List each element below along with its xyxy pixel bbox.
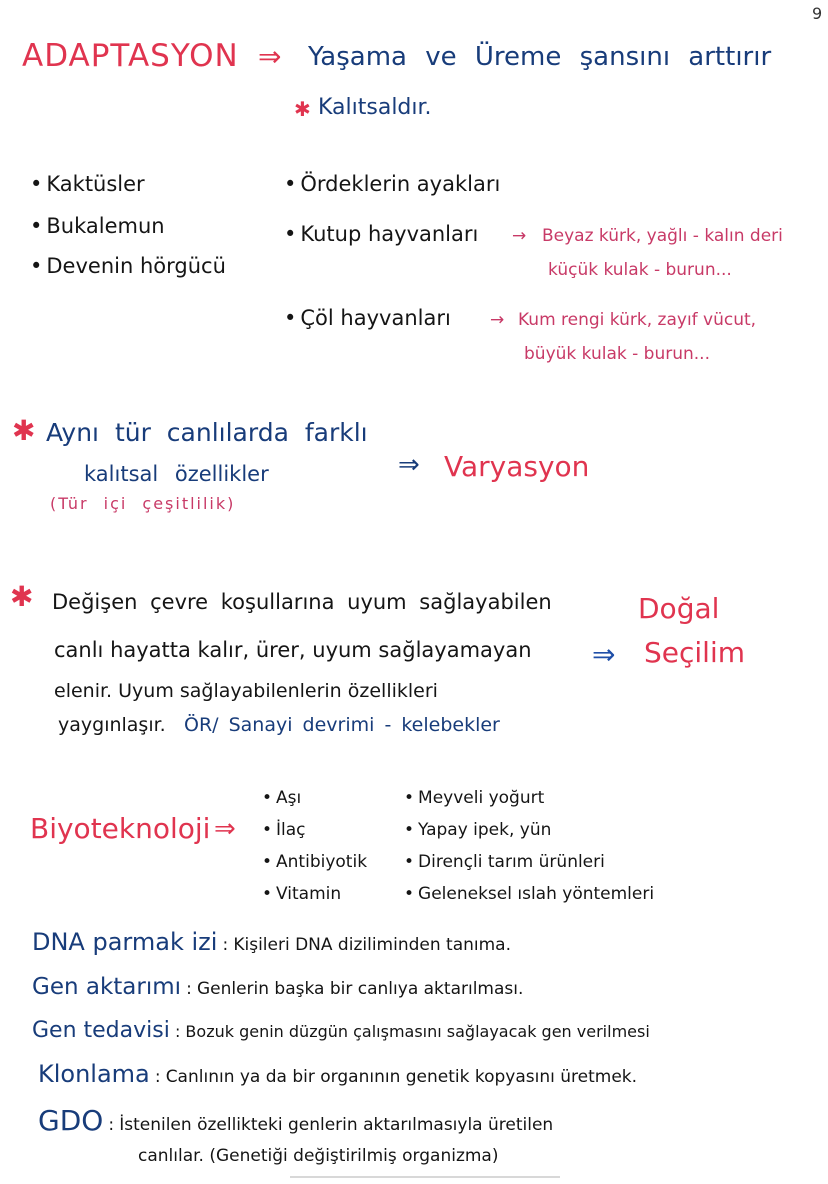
dogal-line2: canlı hayatta kalır, ürer, uyum sağlayamayan bbox=[54, 638, 532, 662]
biyo-col2-item: • Geleneksel ıslah yöntemleri bbox=[404, 884, 654, 904]
biyo-col1-item: • Antibiyotik bbox=[262, 852, 367, 872]
definition-row bbox=[32, 1018, 650, 1043]
definition-sep: : bbox=[154, 1067, 161, 1087]
arrow-right-icon: → bbox=[490, 310, 505, 330]
star-icon: ✱ bbox=[10, 580, 34, 613]
double-arrow-icon: ⇒ bbox=[258, 40, 282, 73]
definition-term: Gen aktarımı bbox=[32, 974, 182, 1000]
col-detail-2: büyük kulak - burun... bbox=[524, 344, 710, 364]
definition-sep: : bbox=[108, 1115, 115, 1135]
varyasyon-note: (Tür içi çeşitlilik) bbox=[50, 494, 236, 513]
kutup-detail: Beyaz kürk, yağlı - kalın deri bbox=[542, 226, 783, 246]
definition-sep: : bbox=[174, 1022, 181, 1041]
definition-text: Kişileri DNA diziliminden tanıma. bbox=[233, 935, 511, 955]
kalitsal-note: Kalıtsaldır. bbox=[318, 95, 432, 120]
double-arrow-icon: ⇒ bbox=[398, 450, 420, 480]
varyasyon-line2: kalıtsal özellikler bbox=[84, 462, 269, 486]
page-divider bbox=[290, 1176, 560, 1178]
page-number: 9 bbox=[812, 4, 823, 23]
example-item: • Kutup hayvanları bbox=[284, 222, 478, 246]
arrow-right-icon: → bbox=[512, 226, 527, 246]
definition-term: DNA parmak izi bbox=[32, 928, 218, 956]
double-arrow-icon: ⇒ bbox=[592, 638, 616, 671]
biyo-col1-item: • Vitamin bbox=[262, 884, 341, 904]
definition-text-cont: canlılar. (Genetiği değiştirilmiş organizma) bbox=[138, 1146, 499, 1166]
dogal-line3: elenir. Uyum sağlayabilenlerin özellikleri bbox=[54, 680, 438, 702]
dogal-term-1: Doğal bbox=[638, 592, 720, 625]
example-item: • Bukalemun bbox=[30, 214, 165, 238]
kutup-detail-2: küçük kulak - burun... bbox=[548, 260, 732, 280]
biyo-col2-item: • Meyveli yoğurt bbox=[404, 788, 544, 808]
col-detail: Kum rengi kürk, zayıf vücut, bbox=[518, 310, 757, 330]
dogal-line4: yaygınlaşır. bbox=[58, 714, 166, 736]
definition-row bbox=[38, 1104, 553, 1137]
biyo-col2-item: • Yapay ipek, yün bbox=[404, 820, 551, 840]
varyasyon-line1: Aynı tür canlılarda farklı bbox=[46, 418, 368, 447]
definition-row bbox=[32, 928, 511, 956]
double-arrow-icon: ⇒ bbox=[214, 814, 236, 844]
biyo-col1-item: • İlaç bbox=[262, 820, 306, 840]
dogal-example: ÖR/ Sanayi devrimi - kelebekler bbox=[184, 714, 500, 736]
biyoteknoloji-term: Biyoteknoloji bbox=[30, 812, 211, 845]
example-item: • Çöl hayvanları bbox=[284, 306, 451, 330]
definition-term: Klonlama bbox=[38, 1060, 150, 1088]
example-item: • Devenin hörgücü bbox=[30, 254, 226, 278]
adaptasyon-definition: Yaşama ve Üreme şansını arttırır bbox=[308, 42, 772, 72]
definition-text: İstenilen özellikteki genlerin aktarılmasıyla üretilen bbox=[119, 1115, 554, 1135]
star-icon: ✱ bbox=[12, 414, 36, 447]
dogal-term-2: Seçilim bbox=[644, 636, 746, 669]
definition-text: Bozuk genin düzgün çalışmasını sağlayacak gen verilmesi bbox=[185, 1022, 650, 1041]
definition-text: Genlerin başka bir canlıya aktarılması. bbox=[196, 979, 524, 999]
example-item: • Ördeklerin ayakları bbox=[284, 172, 500, 196]
star-icon: ✱ bbox=[294, 97, 311, 121]
biyo-col2-item: • Dirençli tarım ürünleri bbox=[404, 852, 605, 872]
dogal-line1: Değişen çevre koşullarına uyum sağlayabilen bbox=[52, 590, 552, 614]
definition-term: Gen tedavisi bbox=[32, 1018, 170, 1043]
definition-sep: : bbox=[186, 979, 192, 999]
definition-row bbox=[32, 974, 523, 1000]
adaptasyon-title: ADAPTASYON bbox=[22, 38, 239, 74]
varyasyon-term: Varyasyon bbox=[444, 450, 590, 483]
example-item: • Kaktüsler bbox=[30, 172, 145, 196]
definition-text: Canlının ya da bir organının genetik kopyasını üretmek. bbox=[165, 1067, 638, 1087]
definition-sep: : bbox=[222, 935, 229, 955]
definition-row bbox=[38, 1060, 637, 1088]
biyo-col1-item: • Aşı bbox=[262, 788, 301, 808]
definition-term: GDO bbox=[38, 1104, 104, 1137]
